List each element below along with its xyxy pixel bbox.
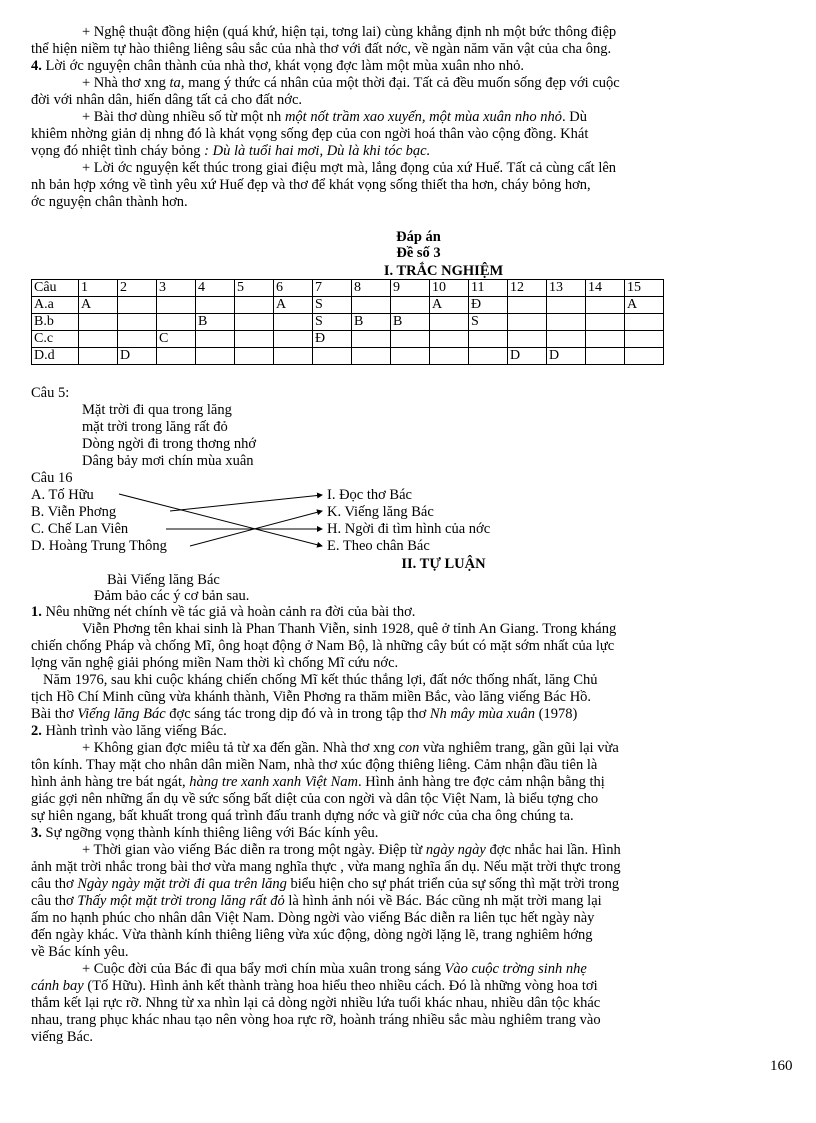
match-left-item: A. Tố Hữu bbox=[31, 487, 94, 503]
text-span: + Cuộc đời của Bác đi qua bẩy mơi chín mùa xuân trong sáng bbox=[82, 961, 445, 977]
text-line: giác gợi nên những ẩn dụ về sức sống bất diệt của con ngời và dân tộc Việt Nam, là biểu tợng cho bbox=[31, 791, 599, 807]
italic-span: Thấy một mặt trời trong lăng rất đỏ bbox=[77, 893, 285, 909]
match-right-item: E. Theo chân Bác bbox=[327, 538, 430, 554]
italic-span: ngày ngày bbox=[425, 842, 486, 858]
text-span: + Nhà thơ xng bbox=[82, 75, 170, 91]
text-line: nhau, trang phục khác nhau tạo nên vòng hoa rực rỡ, hoành tráng nhiều sắc màu nghiêm trang vào bbox=[31, 1012, 601, 1028]
table-cell: C.c bbox=[32, 331, 79, 348]
text-line bbox=[31, 723, 806, 740]
table-cell: B bbox=[391, 314, 430, 331]
section-heading: II. TỰ LUẬN bbox=[401, 556, 486, 572]
match-right-item: H. Ngời đi tìm hình của nớc bbox=[327, 521, 491, 537]
text-line: + Nghệ thuật đồng hiện (quá khứ, hiện tại, tơng lai) cùng khẳng định nh một bức thông điệp bbox=[82, 24, 617, 40]
table-cell: D bbox=[547, 348, 586, 365]
text-line: thắm kết lại rực rỡ. Nhng từ xa nhìn lại cả dòng ngời nhiều lứa tuổi khác nhau, nhiều dân tộc khác bbox=[31, 995, 601, 1011]
table-cell: B.b bbox=[32, 314, 79, 331]
table-cell: 15 bbox=[625, 280, 664, 297]
item-number: 2. bbox=[31, 723, 42, 739]
italic-span: Ngày ngày mặt trời đi qua trên lăng bbox=[77, 876, 287, 892]
text-span: là hình ảnh nói về Bác. Bác cũng nh mặt trời mang lại bbox=[284, 893, 602, 909]
answer-subtitle: Đề số 3 bbox=[396, 245, 441, 261]
text-span: + Thời gian vào viếng Bác diễn ra trong một ngày. Điệp từ bbox=[82, 842, 426, 858]
text-span: + Bài thơ dùng nhiều số từ một nh bbox=[82, 109, 285, 125]
text-line: + Lời ớc nguyện kết thúc trong giai điệu mợt mà, lắng đọng của xứ Huế. Tất cả cùng cất lên bbox=[82, 160, 617, 176]
text-line: lợng văn nghệ giải phóng miền Nam thời kì chống Mĩ cứu nớc. bbox=[31, 655, 399, 671]
item-number: 1. bbox=[31, 604, 42, 620]
text-line: ớc nguyện chân thành hơn. bbox=[31, 194, 188, 210]
text-line: đến ngày khác. Vừa thành kính thiêng liêng vừa xúc động, dòng ngời lặng lẽ, trang nghiêm hớng bbox=[31, 927, 593, 943]
text-line: ảnh mặt trời nhắc trong bài thơ vừa mang nghĩa thực , vừa mang nghĩa ẩn dụ. Nếu mặt trời thực trong bbox=[31, 859, 621, 875]
table-cell: S bbox=[469, 314, 508, 331]
text-span: . Hình ảnh hàng tre đợc cảm nhận bằng thị bbox=[357, 774, 605, 790]
table-cell: 8 bbox=[352, 280, 391, 297]
table-cell: A bbox=[79, 297, 118, 314]
table-cell: B bbox=[196, 314, 235, 331]
italic-span: Nh mây mùa xuân bbox=[429, 706, 535, 722]
text-line bbox=[82, 961, 806, 978]
italic-span: con bbox=[398, 740, 420, 756]
table-cell: Đ bbox=[469, 297, 508, 314]
text-span: biểu hiện cho sự phát triển của sự sống thì mặt trời trong bbox=[286, 876, 620, 892]
text-line bbox=[31, 825, 806, 842]
table-cell: 5 bbox=[235, 280, 274, 297]
text-span: vừa nghiêm trang, gần gũi lại vừa bbox=[419, 740, 619, 756]
text-line: chiến chống Pháp và chống Mĩ, ông hoạt động ở Nam Bộ, là những cây bút có mặt sớm nhất của lực bbox=[31, 638, 615, 654]
italic-span: hàng tre xanh xanh Việt Nam bbox=[189, 774, 358, 790]
essay-title: Bài Viếng lăng Bác bbox=[107, 572, 220, 588]
match-left-item: D. Hoàng Trung Thông bbox=[31, 538, 167, 554]
section-heading: I. TRẮC NGHIỆM bbox=[383, 263, 504, 279]
table-cell: S bbox=[313, 314, 352, 331]
match-left-item: C. Chế Lan Viên bbox=[31, 521, 129, 537]
text-line bbox=[31, 876, 806, 893]
match-right-item: I. Đọc thơ Bác bbox=[327, 487, 412, 503]
table-cell: Câu bbox=[32, 280, 79, 297]
text-span: Sự ngỡng vọng thành kính thiêng liêng với Bác kính yêu. bbox=[41, 825, 379, 841]
italic-span: một nốt trầm xao xuyến, một mùa xuân nho nhỏ bbox=[284, 109, 563, 125]
text-line bbox=[31, 978, 806, 995]
text-span: Lời ớc nguyện chân thành của nhà thơ, khát vọng đợc làm một mùa xuân nho nhỏ. bbox=[41, 58, 524, 74]
text-span: hình ảnh hàng tre bát ngát, bbox=[31, 774, 190, 790]
table-cell: D bbox=[508, 348, 547, 365]
answer-title: Đáp án bbox=[396, 229, 441, 245]
table-cell: 10 bbox=[430, 280, 469, 297]
text-span: câu thơ bbox=[31, 893, 78, 909]
poem-line: Dâng bảy mơi chín mùa xuân bbox=[82, 453, 254, 469]
item-number: 3. bbox=[31, 825, 42, 841]
text-span: (1978) bbox=[535, 706, 578, 722]
table-cell: 13 bbox=[547, 280, 586, 297]
item-number: 4. bbox=[31, 58, 42, 74]
question-label: Câu 16 bbox=[31, 470, 73, 486]
table-cell: D.d bbox=[32, 348, 79, 365]
question-label: Câu 5: bbox=[31, 385, 70, 401]
text-span: . Dù bbox=[562, 109, 587, 125]
text-span: Hành trình vào lăng viếng Bác. bbox=[41, 723, 227, 739]
text-span: + Không gian đợc miêu tả từ xa đến gần. Nhà thơ xng bbox=[82, 740, 399, 756]
table-cell: A bbox=[625, 297, 664, 314]
table-cell: 12 bbox=[508, 280, 547, 297]
text-line: tịch Hồ Chí Minh cũng vừa khánh thành, Viễn Phơng ra thăm miền Bắc, vào lăng viếng Bác Hồ. bbox=[31, 689, 592, 705]
text-line bbox=[82, 740, 806, 757]
table-cell: Đ bbox=[313, 331, 352, 348]
text-span: vọng đó nhiệt tình cháy bỏng bbox=[31, 143, 205, 159]
text-span: (Tố Hữu). Hình ảnh kết thành tràng hoa hiểu theo nhiều cách. Đó là những vòng hoa tơi bbox=[83, 978, 598, 994]
table-cell: A.a bbox=[32, 297, 79, 314]
text-line: khiêm nhờng giản dị nhng đó là khát vọng sống đẹp của con ngời hoá thân vào cộng đồng. Khát bbox=[31, 126, 589, 142]
text-line: sự hiên ngang, bất khuất trong quá trình đấu tranh dựng nớc và giữ nớc của cha ông chúng ta. bbox=[31, 808, 574, 824]
match-line-e bbox=[170, 495, 322, 511]
text-span: câu thơ bbox=[31, 876, 78, 892]
poem-line: Dòng ngời đi trong thơng nhớ bbox=[82, 436, 257, 452]
match-right-item: K. Viếng lăng Bác bbox=[327, 504, 434, 520]
text-line bbox=[31, 893, 806, 910]
table-cell: B bbox=[352, 314, 391, 331]
text-line: tôn kính. Thay mặt cho nhân dân miền Nam, nhà thơ xúc động thiêng liêng. Cảm nhận đầu tiên là bbox=[31, 757, 598, 773]
poem-line: Mặt trời đi qua trong lăng bbox=[82, 402, 232, 418]
italic-span: ta bbox=[169, 75, 181, 91]
table-cell: 4 bbox=[196, 280, 235, 297]
table-cell: A bbox=[430, 297, 469, 314]
text-line: viếng Bác. bbox=[31, 1029, 94, 1045]
text-line: ấm no hạnh phúc cho nhân dân Việt Nam. Dòng ngời vào viếng Bác diễn ra liên tục hết ngày này bbox=[31, 910, 595, 926]
table-cell: 6 bbox=[274, 280, 313, 297]
table-cell: 2 bbox=[118, 280, 157, 297]
text-line bbox=[82, 842, 806, 859]
table-cell: 14 bbox=[586, 280, 625, 297]
text-line: thể hiện niềm tự hào thiêng liêng sâu sắc của nhà thơ với đất nớc, về ngàn năm văn vật của cha ông. bbox=[31, 41, 612, 57]
text-span: đợc sáng tác trong dịp đó và in trong tập thơ bbox=[165, 706, 430, 722]
text-line: Viễn Phơng tên khai sinh là Phan Thanh Viễn, sinh 1928, quê ở tỉnh An Giang. Trong kháng bbox=[82, 621, 617, 637]
table-cell: S bbox=[313, 297, 352, 314]
match-left-item: B. Viễn Phơng bbox=[31, 504, 117, 520]
table-cell: 11 bbox=[469, 280, 508, 297]
text-line bbox=[31, 774, 806, 791]
table-cell: D bbox=[118, 348, 157, 365]
text-line bbox=[31, 604, 806, 621]
text-span: , mang ý thức cá nhân của một thời đại. Tất cả đều muốn sống đẹp với cuộc bbox=[180, 75, 620, 91]
text-span: đợc nhắc hai lần. Hình bbox=[485, 842, 621, 858]
table-cell: C bbox=[157, 331, 196, 348]
italic-span: Viếng lăng Bác bbox=[77, 706, 166, 722]
table-cell: A bbox=[274, 297, 313, 314]
italic-span: : Dù là tuổi hai mơi, Dù là khi tóc bạc. bbox=[204, 143, 431, 159]
text-span: Nêu những nét chính về tác giả và hoàn cảnh ra đời của bài thơ. bbox=[41, 604, 416, 620]
table-cell: 7 bbox=[313, 280, 352, 297]
text-line bbox=[31, 706, 806, 723]
text-line: đời với nhân dân, hiến dâng tất cả cho đất nớc. bbox=[31, 92, 303, 108]
text-line: Đảm bảo các ý cơ bản sau. bbox=[94, 588, 250, 604]
poem-line: mặt trời trong lăng rất đỏ bbox=[82, 419, 228, 435]
italic-span: cánh bay bbox=[31, 978, 84, 994]
table-cell: 1 bbox=[79, 280, 118, 297]
text-span: Bài thơ bbox=[31, 706, 78, 722]
italic-span: Vào cuộc trờng sinh nhẹ bbox=[444, 961, 587, 977]
page-number: 160 bbox=[770, 1058, 793, 1074]
text-line: nh bản hợp xớng về tình yêu xứ Huế đẹp và thơ để khát vọng sống thiết tha hơn, cháy bỏng hơn, bbox=[31, 177, 591, 193]
table-cell: 9 bbox=[391, 280, 430, 297]
text-line: về Bác kính yêu. bbox=[31, 944, 129, 960]
table-cell: 3 bbox=[157, 280, 196, 297]
text-line: Năm 1976, sau khi cuộc kháng chiến chống Mĩ kết thúc thắng lợi, đất nớc thống nhất, lăng Chủ bbox=[43, 672, 598, 688]
